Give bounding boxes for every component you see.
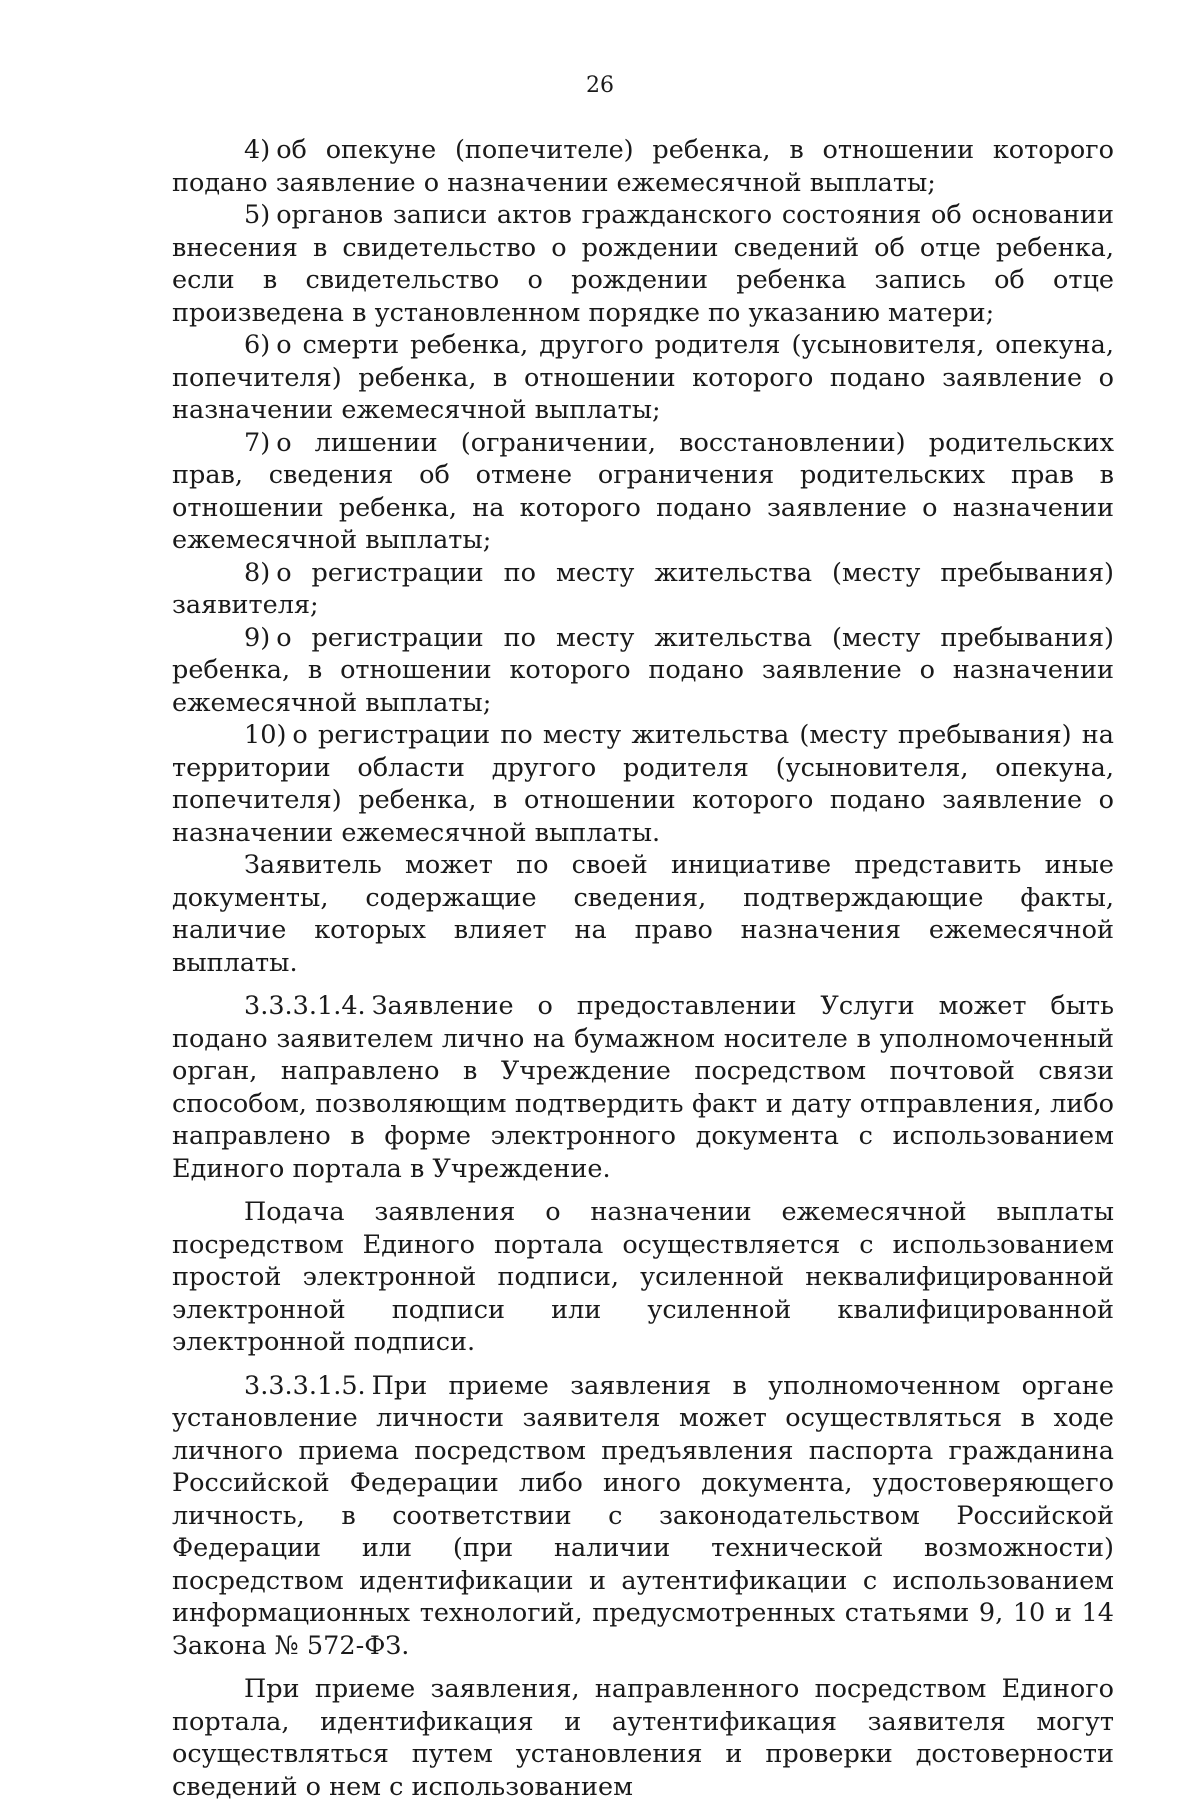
list-item: [172, 134, 1114, 199]
item-number: 4): [244, 135, 271, 165]
paragraph-text: Заявитель может по своей инициативе представить иные документы, содержащие сведения, подтверждающие факты, наличие которых влияет на право назначения ежемесячной выплаты.: [172, 850, 1114, 978]
item-text: органов записи актов гражданского состояния об основании внесения в свидетельство о рождении сведений об отце ребенка, если в свидетельство о рождении ребенка запись об отце произведена в установленном порядке по указанию матери;: [172, 200, 1114, 328]
item-text: о регистрации по месту жительства (месту пребывания) заявителя;: [172, 557, 1114, 620]
paragraph: [172, 1673, 1114, 1803]
item-number: 9): [244, 622, 271, 653]
document-body: [172, 134, 1114, 1803]
section-number: 3.3.3.1.4.: [244, 991, 366, 1021]
paragraph-text: При приеме заявления, направленного посредством Единого портала, идентификация и аутентификация заявителя могут осуществляться путем установления и проверки достоверности сведений о нем с использованием: [172, 1674, 1114, 1802]
paragraph: [172, 1196, 1114, 1359]
item-text: о регистрации по месту жительства (месту пребывания) на территории области другого родителя (усыновителя, опекуна, попечителя) ребенка, в отношении которого подано заявление о назначении ежемесячной выплаты.: [172, 720, 1114, 848]
item-text: об опекуне (попечителе) ребенка, в отношении которого подано заявление о назначении ежемесячной выплаты;: [172, 135, 1114, 198]
section-number: 3.3.3.1.5.: [244, 1370, 366, 1401]
list-item: [172, 329, 1114, 427]
section-paragraph: [172, 1370, 1114, 1663]
section-text: При приеме заявления в уполномоченном органе установление личности заявителя может осуществляться в ходе личного приема посредством предъявления паспорта гражданина Российской Федерации либо иного документа, удостоверяющего личность, в соответствии с законодательством Российской Федерации или (при наличии технической возможности) посредством идентификации и аутентификации с использованием информационных технологий, предусмотренных статьями 9, 10 и 14 Закона № 572-ФЗ.: [172, 1370, 1114, 1661]
item-number: 6): [244, 330, 271, 360]
list-item: [172, 719, 1114, 849]
page-number: 26: [586, 73, 614, 98]
item-text: о регистрации по месту жительства (месту пребывания) ребенка, в отношении которого подано заявление о назначении ежемесячной выплаты;: [172, 622, 1114, 718]
section-text: Заявление о предоставлении Услуги может быть подано заявителем лично на бумажном носителе в уполномоченный орган, направлено в Учреждение посредством почтовой связи способом, позволяющим подтвердить факт и дату отправления, либо направлено в форме электронного документа с использованием Единого портала в Учреждение.: [172, 991, 1114, 1184]
item-number: 10): [244, 720, 287, 750]
list-item: [172, 427, 1114, 557]
section-paragraph: [172, 990, 1114, 1185]
item-text: о смерти ребенка, другого родителя (усыновителя, опекуна, попечителя) ребенка, в отношении которого подано заявление о назначении ежемесячной выплаты;: [172, 330, 1114, 425]
list-item: [172, 557, 1114, 622]
list-item: [172, 199, 1114, 329]
paragraph-text: Подача заявления о назначении ежемесячной выплаты посредством Единого портала осуществляется с использованием простой электронной подписи, усиленной неквалифицированной электронной подписи или усиленной квалифицированной электронной подписи.: [172, 1197, 1114, 1357]
paragraph: [172, 849, 1114, 979]
item-number: 5): [244, 200, 271, 230]
list-item: [172, 622, 1114, 720]
item-text: о лишении (ограничении, восстановлении) родительских прав, сведения об отмене ограничения родительских прав в отношении ребенка, на которого подано заявление о назначении ежемесячной выплаты;: [172, 427, 1114, 555]
item-number: 7): [244, 427, 271, 458]
item-number: 8): [244, 557, 271, 588]
